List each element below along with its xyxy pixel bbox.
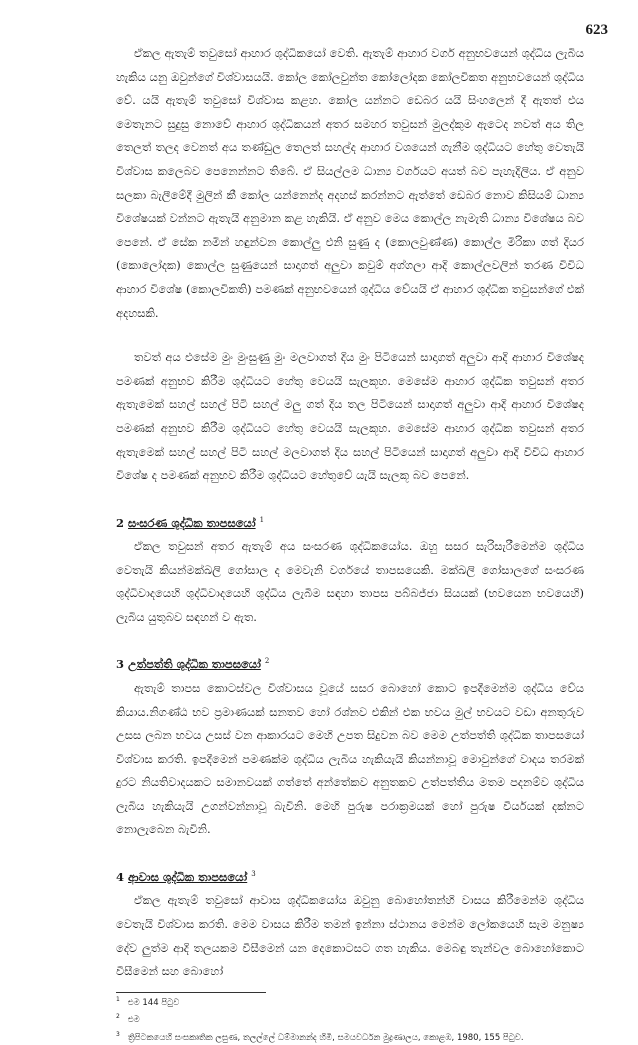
page-number: 623 [585,22,608,38]
footnote-text: එම 144 පිටුව [127,997,180,1008]
page-body [116,42,584,1045]
footnotes [116,993,584,1045]
footnote [116,993,584,1010]
paragraph-samsarana: ඒකල තවුසන් අතර ඇතැම් අය සංසරණ ශුද්ධිකයෝය. ඔහු සසර සැරිසැරීමෙන්ම ශුද්ධිය වෙතැයි කියන්මක්ඛලි ගෝසාල ද මෙවැනි වර්ගයේ තාපසයෙකි. මක්ඛලි ගෝසාලගේ සංසරණ ශුද්ධිවාදයෙහි ශුද්ධිවාදයෙහි ශුද්ධිය ලැබීම සඳහා තාපස පබ්බජ්ජා සියයක් (භවයෙන භවයෙහි) ලැබිය යුතුබව සඳහන් ව ඇත. [116,539,584,624]
section-heading-avasa [116,863,584,889]
footnote [116,1028,584,1045]
section-title: උත්පත්ති ශුද්ධික තාපසයෝ [128,657,261,672]
paragraph-utpatti: ඇතැම් තාපස කොටස්වල විශ්වාසය වූයේ සසර බොහෝ කොට ඉපදීමෙන්ම ශුද්ධිය වේය කියාය.නිගණ්ඨ භව ප්‍රමාණයක් සනතව හෝ රශ්නව එකින් එක භවය මුල් භවයට වඩා අනතුරුව උසස ලබන භවය උසස් වන ආකාරයට මෙහි උපත සිදුවන බව මෙම උත්පත්ති ශුද්ධික තාපසයෝ විශ්වාස කරති. ඉපදීමෙන් පමණක්ම ශුද්ධිය ලැබිය හැකියැයි කියන්නාවූ මොවුන්ගේ වාදය තරමක් දුරට නියතිවාදයකට සමානවයක් ගත්තේ අන්තේකව අනුතකව උත්පත්තිය මතම පදනම්ව ශුද්ධිය ලැබිය හැකියැයි උගන්වන්නාවූ බැවිනි. මෙහි පුරුෂ පරාක්‍රමයක් හෝ පුරුෂ වීර්යයක් දක්නට නොලැබෙන බැවිනි. [116,680,584,837]
footnote-ref: 3 [251,870,256,879]
footnote-text: ත්‍රිපිටකයෙහි සංසකෘතික ලසුණ, තලල්ලේ ධම්මානන්ද හිමි, සමයවර්ධන මුද්‍රණාලය, කොළඹ, 1980, 155 පිටුව. [127,1032,524,1043]
footnote-mark: 3 [116,1030,120,1038]
paragraph-mun-sahal: තවත් අය එසේම මුං මුංසුණු මුං මලවාගත් දිය මුං පිටියෙන් සාදාගත් අලුවා ආදි ආහාර විශේෂද පමණක් අනුභව කිරීම ශුද්ධියට හේතු වෙයයි සැලකූහ. මෙසේම ආහාර ශුද්ධික තවුසන් අතර ඇතැමෙක් සහල් සහල් පිටි සහල් මලු ගත් දිය තල පිටියෙන් සාදාගත් අලුවා ආදි ආහාර විශේෂද පමණක් අනුභව කිරීම ශුද්ධියට හේතු වෙයයි සැලකූහ. මෙසේම ආහාර ශුද්ධික තවුසන් අතර ඇතැමෙක් සහල් සහල් පිටි සහල් මලවාගත් දිය සහල් පිටියෙන් සාදාගත් අලුවා ආදි විවිධ ආහාර විශේෂ ද පමණක් අනුභව කිරීම ශුද්ධියට හේතුවේ යැයි සැලකූ බව පෙනේ. [116,350,584,483]
section-number: 4 [116,869,125,884]
section-number: 2 [116,515,125,530]
section-heading-utpatti [116,650,584,676]
footnote-mark: 2 [116,1013,120,1021]
footnote [116,1010,584,1027]
footnote-text: එම [127,1015,140,1026]
footnote-mark: 1 [116,995,120,1003]
section-title: සංසරණ ශුද්ධික තාපසයෝ [128,515,256,530]
paragraph-ahara-shuddhika: ඒකල ඇතැම් තවුසෝ ආහාර ශුද්ධිකයෝ වෙති. ඇතැම් ආහාර වර්ග අනුභවයෙන් ශුද්ධිය ලැබිය හැකිය යනු ඔවුන්ගේ විශ්වාසයයි. කෝල කෝලවුන්ත කෝලෝදක කෝලවිකත අනුභවයෙන් ශුද්ධිය වේ. යයි ඇතැම් තවුසෝ විශ්වාස කළහ. කෝල යන්නට ඩෙබර යයි සිංහලෙන් දී ඇතත් එය මෙතැනට සුදුසු නොවේ ආහාර ශුද්ධිකයන් අතර සමහර තවුසන් මුලද්කුම ඇටෙද නවත් අය තිල තෙලත් තලද වෙනත් අය තණ්ඩුල තෙලත් සහල්ද ආහාර වශයෙන් ගැනීම ශුද්ධියට හේතු වෙතැයි විශ්වාස කලෙබව පෙනෙන්නට තිබේ. ඒ සියල්ලම ධාන්‍ය වර්ගයට අයත් බව පැහැදිලිය. ඒ අනුව සලකා බැලීමේදී මුලින් කී කෝල යන්නෙන්ද අදහස් කරන්නට ඇත්තේ ඩෙබර නොව කිසියම් ධාන්‍ය විශේෂයක් වන්නට ඇතැයි අනුමාන කළ හැකියි. ඒ අනුව මෙය කොල්ල නැමැති ධාන්‍ය විශේෂය බව පෙනේ. ඒ සේක නමින් හඳුන්වන කොල්ලු එනි සුණු ද (කොලවුණ්ණ) කොල්ල මිරිකා ගත් දියර (කොලෝදක) කොල්ල සුණුයෙන් සාදාගත් අලුවා කවුම් අග්ගලා ආදි කොල්ලවලින් තරණ විවිධ ආහාර විශේෂ (කොලවිකති) පමණක් අනුභවයෙන් ශුද්ධිය වේයයි ඒ ආහාර ශුද්ධික තවුසන්ගේ එක් අදහසකි. [116,46,584,320]
footnote-ref: 1 [259,515,265,524]
paragraph-avasa: ඒකල ඇතැම් තවුසෝ ආවාස ශුද්ධිකයෝය ඔවුනු බොහෝතන්හි වාසය කිරීමෙන්ම ශුද්ධිය වෙතැයි විශ්වාස කරති. මෙම වාසය කිරීම තමන් ඉන්නා ස්ථානය මෙන්ම ලෝකයෙහි සැම මනුෂ්‍ය දේව ලුත්ම ආදි තලයකම වීසීමෙන් යන දෙකොටසට ගත හැකිය. මෙබඳු තැන්වල බොහෝකොට වීසීමෙන් සහ බොහෝ [116,893,584,979]
section-number: 3 [116,657,125,672]
section-heading-samsarana [116,509,584,535]
footnote-ref: 2 [264,657,270,666]
section-title: ආවාස ශුද්ධික තාපසයෝ [128,869,248,884]
